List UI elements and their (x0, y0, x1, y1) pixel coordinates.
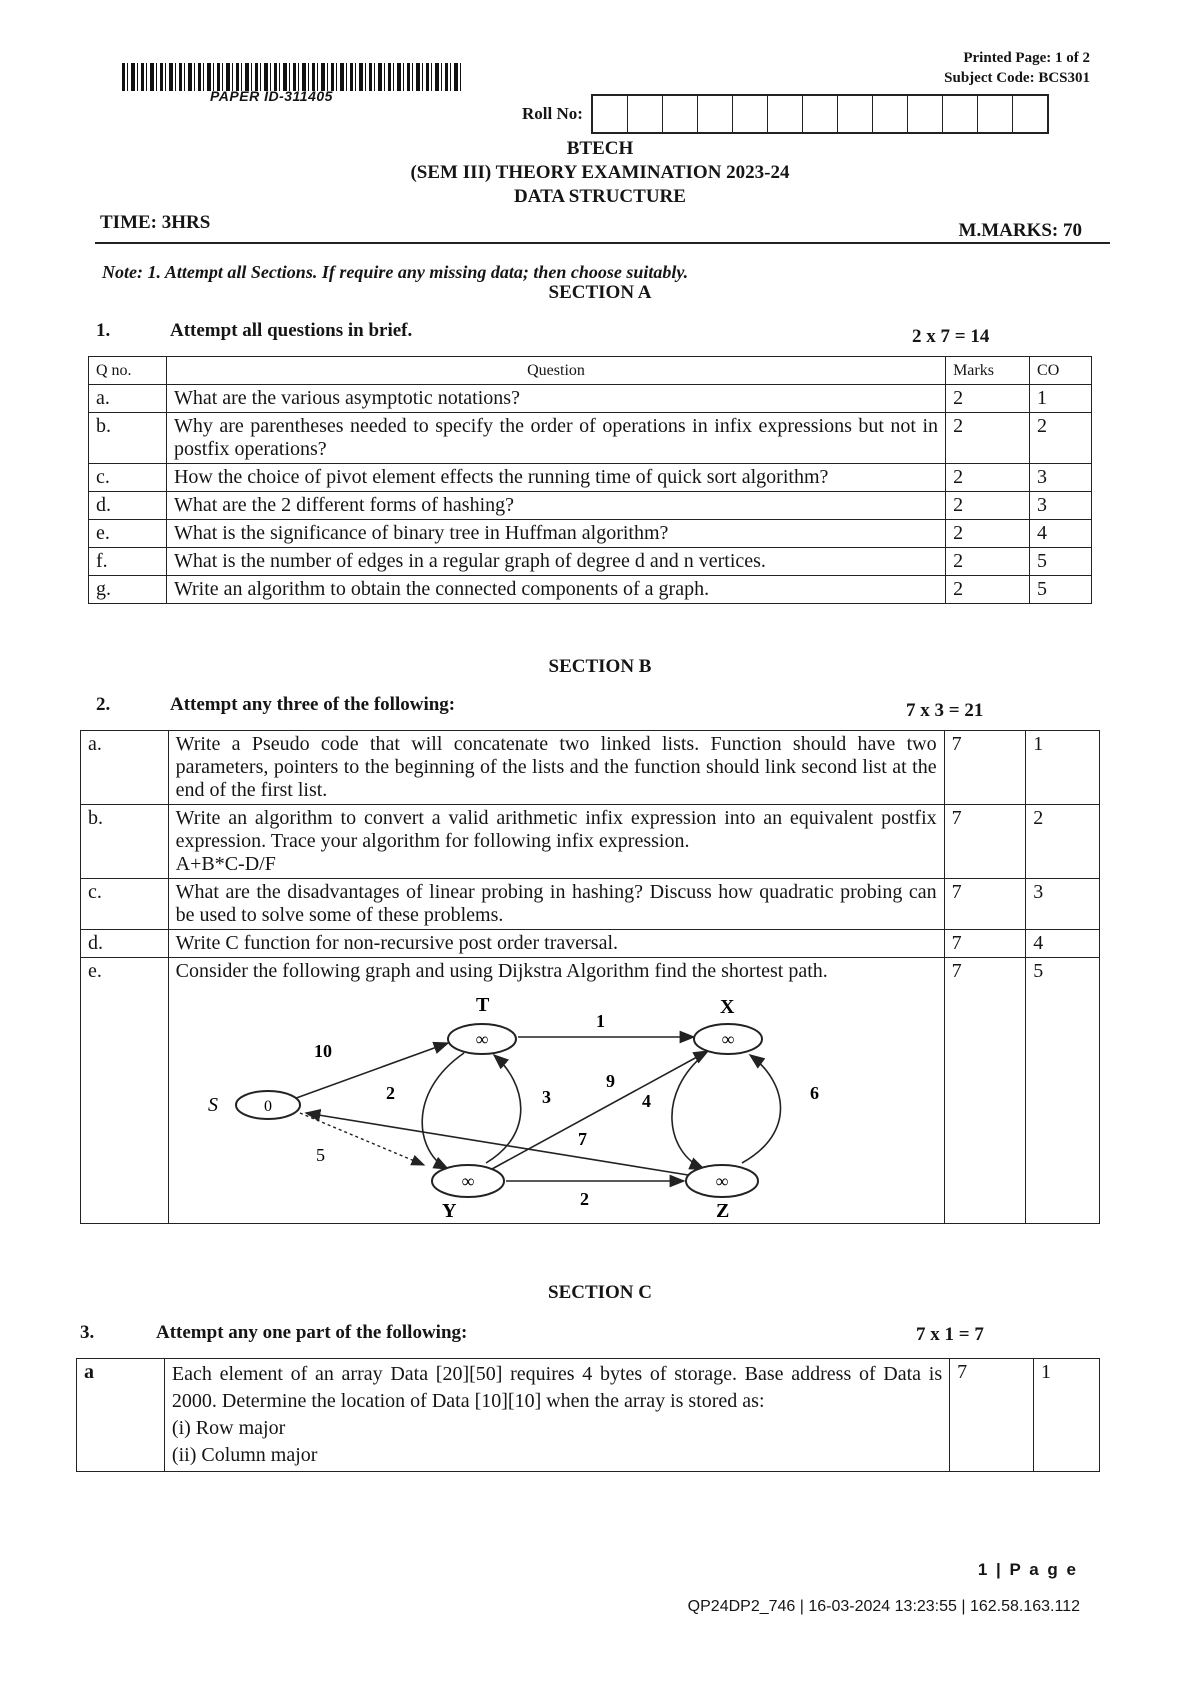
weight-z-s: 7 (577, 1129, 587, 1149)
q-cell (168, 958, 944, 1224)
table-header (89, 357, 1092, 385)
q-label: e. (89, 520, 167, 548)
roll-box (943, 96, 978, 132)
section-a-marks: 2 x 7 = 14 (912, 326, 990, 347)
section-b-title: SECTION B (548, 656, 652, 677)
table-row (81, 879, 1100, 930)
q-marks: 2 (946, 548, 1030, 576)
q-co: 4 (1030, 520, 1092, 548)
q-marks: 2 (946, 413, 1030, 464)
exam-title: (SEM III) THEORY EXAMINATION 2023-24 (410, 162, 790, 183)
edge-x-z (672, 1053, 706, 1169)
q-cell (168, 805, 944, 879)
roll-box (628, 96, 663, 132)
q-text: What are the disadvantages of linear probing in hashing? Discuss how quadratic probing can be used to solve some of these problems. (168, 879, 944, 930)
roll-box (1013, 96, 1047, 132)
footer-id: QP24DP2_746 | 16-03-2024 13:23:55 | 162.58.163.112 (687, 1598, 1080, 1615)
q-co: 5 (1030, 548, 1092, 576)
node-x-value: ∞ (721, 1029, 735, 1049)
page-number: 1 | P a g e (977, 1560, 1078, 1579)
q-co: 2 (1026, 805, 1100, 879)
weight-y-t: 3 (541, 1087, 551, 1107)
roll-box (838, 96, 873, 132)
table-row (89, 385, 1092, 413)
q-text: How the choice of pivot element effects the running time of quick sort algorithm? (166, 464, 945, 492)
section-a-instruction: Attempt all questions in brief. (170, 320, 413, 341)
option-row-major: (i) Row major (171, 1417, 286, 1439)
node-z-value: ∞ (715, 1171, 729, 1191)
q-marks: 7 (944, 805, 1026, 879)
option-column-major: (ii) Column major (171, 1444, 318, 1466)
section-c-qnum: 3. (80, 1322, 95, 1343)
roll-box (908, 96, 943, 132)
q-co: 4 (1026, 930, 1100, 958)
q-label: a. (81, 731, 169, 805)
q-co: 5 (1026, 958, 1100, 1224)
edge-z-x (742, 1055, 781, 1163)
q-label: c. (81, 879, 169, 930)
q-co: 1 (1026, 731, 1100, 805)
roll-box (698, 96, 733, 132)
q-co: 2 (1030, 413, 1092, 464)
q-marks: 2 (946, 520, 1030, 548)
q-co: 5 (1030, 576, 1092, 604)
q-label: d. (89, 492, 167, 520)
table-row (81, 958, 1100, 1224)
q-text: Why are parentheses needed to specify the order of operations in infix expressions but not in postfix operations? (166, 413, 945, 464)
q-text: Consider the following graph and using Dijkstra Algorithm find the shortest path. (175, 960, 828, 982)
node-s-label: S (207, 1094, 218, 1116)
q-marks: 2 (946, 576, 1030, 604)
table-row (89, 464, 1092, 492)
roll-box (733, 96, 768, 132)
q-label: f. (89, 548, 167, 576)
weight-x-z: 4 (641, 1091, 651, 1111)
section-b-table (80, 730, 1100, 1224)
table-row (77, 1359, 1100, 1472)
note: Note: 1. Attempt all Sections. If require any missing data; then choose suitably. (102, 262, 689, 282)
roll-boxes (591, 94, 1049, 134)
subject-code: Subject Code: BCS301 (944, 70, 1090, 86)
roll-box (593, 96, 628, 132)
section-b-marks: 7 x 3 = 21 (906, 700, 984, 721)
infix-expression: A+B*C-D/F (175, 853, 276, 875)
weight-y-x: 9 (605, 1071, 615, 1091)
weight-s-t: 10 (313, 1041, 332, 1061)
q-text: Write a Pseudo code that will concatenate two linked lists. Function should have two parameters, pointers to the beginning of the lists and the function should link second list at the end of the first list. (168, 731, 944, 805)
section-c-title: SECTION C (548, 1282, 652, 1303)
section-a-qnum: 1. (96, 320, 111, 341)
weight-t-x: 1 (595, 1011, 605, 1031)
roll-box (768, 96, 803, 132)
roll-box (803, 96, 838, 132)
printed-page: Printed Page: 1 of 2 (963, 50, 1090, 66)
q-label: a (77, 1359, 165, 1472)
weight-y-z: 2 (579, 1189, 589, 1209)
roll-number (522, 94, 1049, 134)
node-t-value: ∞ (475, 1029, 489, 1049)
section-c-table (76, 1358, 1100, 1472)
section-b-instruction: Attempt any three of the following: (170, 694, 456, 715)
q-label: a. (89, 385, 167, 413)
q-text: Each element of an array Data [20][50] requires 4 bytes of storage. Base address of Data is 2000. Determine the location of Data [10][10] when the array is stored as: (171, 1363, 943, 1412)
node-z-label: Z (715, 1200, 729, 1221)
barcode (122, 63, 462, 91)
edge-t-y (422, 1053, 464, 1169)
q-text: Write an algorithm to convert a valid arithmetic infix expression into an equivalent postfix expression. Trace your algorithm for following infix expression. (175, 807, 937, 852)
roll-box (663, 96, 698, 132)
col-question: Question (166, 357, 945, 385)
q-marks: 2 (946, 464, 1030, 492)
q-marks: 7 (944, 958, 1026, 1224)
max-marks: M.MARKS: 70 (958, 220, 1082, 241)
q-cell (164, 1359, 949, 1472)
table-row (89, 492, 1092, 520)
q-co: 3 (1030, 464, 1092, 492)
dijkstra-graph (176, 983, 936, 1221)
table-row (89, 413, 1092, 464)
section-b-qnum: 2. (96, 694, 111, 715)
col-co: CO (1030, 357, 1092, 385)
printed-info (944, 48, 1090, 88)
q-marks: 2 (946, 385, 1030, 413)
table-row (81, 930, 1100, 958)
roll-label: Roll No: (522, 104, 583, 123)
q-label: c. (89, 464, 167, 492)
edge-s-t (288, 1043, 448, 1101)
section-c-marks: 7 x 1 = 7 (916, 1324, 984, 1345)
node-x-label: X (719, 996, 735, 1018)
weight-z-x: 6 (809, 1083, 819, 1103)
subject-title: DATA STRUCTURE (514, 186, 686, 207)
col-qno: Q no. (89, 357, 167, 385)
q-co: 3 (1030, 492, 1092, 520)
q-marks: 2 (946, 492, 1030, 520)
q-label: d. (81, 930, 169, 958)
table-row (89, 548, 1092, 576)
q-text: Write an algorithm to obtain the connected components of a graph. (166, 576, 945, 604)
weight-t-y: 2 (385, 1083, 395, 1103)
roll-box (873, 96, 908, 132)
col-marks: Marks (946, 357, 1030, 385)
paper-id: PAPER ID-311405 (210, 88, 333, 104)
section-a-table (88, 356, 1092, 604)
node-s-value: 0 (263, 1098, 272, 1115)
q-text: What is the number of edges in a regular graph of degree d and n vertices. (166, 548, 945, 576)
q-co: 1 (1030, 385, 1092, 413)
node-t-label: T (475, 994, 489, 1016)
edge-y-x (492, 1051, 708, 1169)
q-co: 1 (1034, 1359, 1100, 1472)
header-divider (95, 242, 1110, 244)
section-a-title: SECTION A (548, 282, 652, 303)
weight-s-y: 5 (315, 1145, 325, 1165)
q-text: Write C function for non-recursive post order traversal. (168, 930, 944, 958)
node-y-label: Y (441, 1200, 457, 1221)
q-marks: 7 (950, 1359, 1034, 1472)
table-row (89, 520, 1092, 548)
section-c-instruction: Attempt any one part of the following: (156, 1322, 468, 1343)
node-y-value: ∞ (461, 1171, 475, 1191)
q-marks: 7 (944, 731, 1026, 805)
table-row (81, 805, 1100, 879)
table-row (81, 731, 1100, 805)
q-label: e. (81, 958, 169, 1224)
q-co: 3 (1026, 879, 1100, 930)
q-label: g. (89, 576, 167, 604)
time-label: TIME: 3HRS (100, 212, 211, 233)
q-label: b. (81, 805, 169, 879)
q-marks: 7 (944, 930, 1026, 958)
q-text: What are the various asymptotic notations? (166, 385, 945, 413)
program-title: BTECH (566, 138, 634, 159)
roll-box (978, 96, 1013, 132)
q-text: What are the 2 different forms of hashing? (166, 492, 945, 520)
q-label: b. (89, 413, 167, 464)
table-row (89, 576, 1092, 604)
q-text: What is the significance of binary tree in Huffman algorithm? (166, 520, 945, 548)
q-marks: 7 (944, 879, 1026, 930)
